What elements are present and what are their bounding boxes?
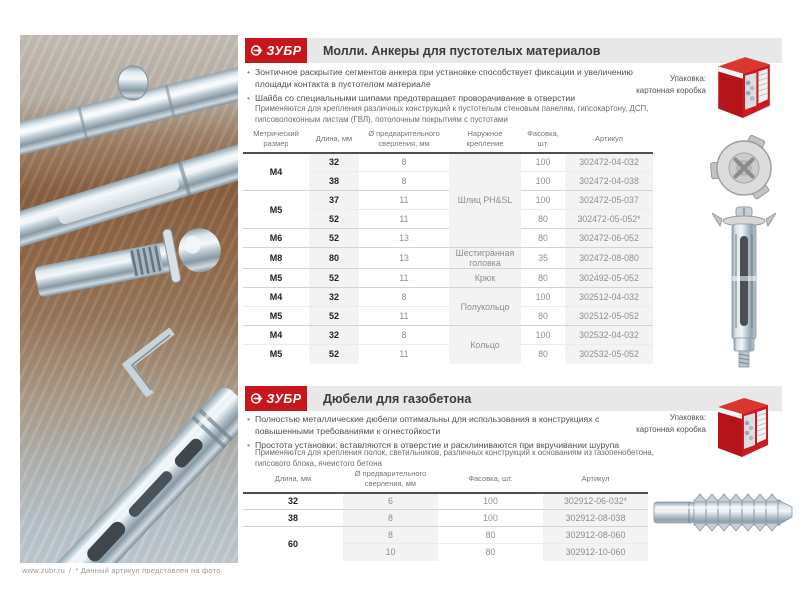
- cell-drill: 11: [399, 195, 409, 205]
- col-metric-size: Метрический размер: [253, 129, 299, 148]
- cell-mount: Полукольцо: [449, 288, 521, 326]
- cell-sku: 302472-06-052: [565, 229, 653, 248]
- cell-qty: 100: [483, 513, 498, 523]
- cell-length: 52: [309, 210, 359, 229]
- cell-length: 38: [287, 513, 298, 523]
- table-row: [243, 269, 653, 288]
- cell-qty: 100: [535, 330, 551, 340]
- cell-qty: 80: [538, 311, 548, 321]
- cell-mount: Шлиц PH&SL: [449, 153, 521, 248]
- cell-drill: 8: [343, 510, 438, 527]
- packaging-line1: Упаковка:: [669, 74, 706, 83]
- packaging-line1: Упаковка:: [669, 413, 706, 422]
- packaging-line2: картонная коробка: [636, 425, 706, 434]
- cell-drill: 8: [401, 176, 407, 186]
- cell-length: 37: [309, 191, 359, 210]
- cell-qty: 80: [538, 273, 548, 283]
- cell-drill: 6: [343, 493, 438, 510]
- section2-packaging-label: [598, 412, 706, 436]
- zubr-logo: [245, 386, 307, 411]
- section2-title: Дюбели для газобетона: [323, 391, 472, 406]
- cell-qty: 80: [538, 214, 548, 224]
- molly-anchors-table: [243, 127, 653, 364]
- cell-size: M8: [269, 253, 283, 263]
- cell-drill: 11: [399, 311, 409, 321]
- cell-drill: 13: [399, 253, 409, 263]
- zubr-logo-icon: [250, 392, 263, 405]
- section2-package-box-image: [712, 395, 772, 459]
- screw-thread: [739, 351, 749, 367]
- molly-anchor-drawing: [698, 130, 790, 370]
- section1-note: Применяются для крепления различных конструкций к пустотелым стеновым панелям, гипсокартону, ДСП, гипсоволоконным листам (ГВЛ), потолочным покрытиям с пустотами: [255, 104, 649, 124]
- anchors-photo-illustration: [20, 35, 238, 563]
- cell-length: 52: [309, 229, 359, 248]
- cell-size: M5: [269, 311, 283, 321]
- cell-qty: 100: [535, 292, 551, 302]
- cell-length: 80: [309, 248, 359, 269]
- col-pack-qty: Фасовка, шт.: [468, 473, 513, 483]
- col-outer-mount: Наружное крепление: [466, 129, 504, 148]
- col-sku: Артикул: [595, 133, 623, 143]
- section1-title: Молли. Анкеры для пустотелых материалов: [323, 43, 601, 58]
- cell-sku: 302472-05-037: [565, 191, 653, 210]
- cell-sku: 302492-05-052: [565, 269, 653, 288]
- zubr-logo-icon: [250, 44, 263, 57]
- cell-length: 32: [309, 326, 359, 345]
- cell-length: 52: [309, 345, 359, 364]
- metal-dowel-drawing: [652, 488, 794, 536]
- cell-size: M4: [269, 292, 283, 302]
- cell-sku: 302912-08-060: [543, 527, 648, 544]
- cell-drill: 11: [399, 214, 409, 224]
- cell-qty: 100: [483, 496, 498, 507]
- cell-size: M4: [269, 330, 283, 340]
- cell-sku: 302532-05-052: [565, 345, 653, 364]
- section1-header-band: [245, 38, 782, 63]
- table2-header-row: [243, 467, 648, 493]
- cell-drill: 8: [401, 292, 407, 302]
- section1-bullets: [247, 66, 645, 107]
- site-url: www.zubr.ru: [22, 566, 66, 575]
- gas-concrete-dowels-table: [243, 467, 648, 561]
- cell-size: M4: [269, 166, 283, 177]
- section2-header-band: [245, 386, 782, 411]
- cell-qty: 80: [538, 349, 548, 360]
- page-footer: [22, 566, 225, 575]
- product-photo: [20, 35, 238, 563]
- section2-note: Применяются для крепления полок, светильников, различных конструкций к основаниям из газопенобетона, гипсового блока, ячеистого бетона: [255, 448, 654, 468]
- table1-header-row: [243, 127, 653, 153]
- cell-sku: 302472-05-052*: [565, 210, 653, 229]
- cell-drill: 11: [399, 273, 409, 283]
- cell-qty: 80: [485, 530, 496, 540]
- cell-sku: 302532-04-032: [565, 326, 653, 345]
- cell-sku: 302472-08-080: [565, 248, 653, 269]
- cell-size: M5: [269, 273, 283, 283]
- cell-drill: 8: [343, 527, 438, 544]
- cell-qty: 100: [535, 195, 551, 205]
- cell-sku: 302912-08-038: [543, 510, 648, 527]
- cell-length: 60: [287, 538, 298, 549]
- table-row: [243, 229, 653, 248]
- cell-sku: 302912-10-060: [543, 544, 648, 561]
- cell-sku: 302912-06-032*: [543, 493, 648, 510]
- cell-qty: 80: [538, 233, 548, 243]
- brand-name: ЗУБР: [266, 391, 302, 406]
- cell-sku: 302472-04-032: [565, 153, 653, 172]
- cell-drill: 13: [399, 233, 409, 243]
- section1-bullet-2: • Шайба со специальными шипами предотвращает проворачивание в отверстии: [247, 92, 645, 104]
- footer-separator: /: [69, 566, 72, 575]
- anchor-side-view: [712, 207, 776, 367]
- col-pack-qty: Фасовка, шт.: [527, 129, 559, 148]
- cell-qty: 100: [535, 157, 551, 168]
- col-length: Длина, мм: [274, 473, 312, 483]
- cell-size: M6: [269, 233, 283, 243]
- photo-anchor-bottom: [49, 384, 238, 563]
- cell-length: 32: [309, 288, 359, 307]
- table-row: [243, 326, 653, 345]
- footer-note: * Данный артикул представлен на фото: [75, 566, 221, 575]
- table-row: [243, 307, 653, 326]
- cell-length: 52: [309, 307, 359, 326]
- table-row: [243, 510, 648, 527]
- cell-length: 32: [287, 496, 298, 507]
- section1-packaging-label: [598, 73, 706, 97]
- zubr-logo: [245, 38, 307, 63]
- brand-name: ЗУБР: [266, 43, 302, 58]
- cell-mount: Шестигранная головка: [449, 248, 521, 269]
- table-row: [243, 153, 653, 172]
- table-row: [243, 288, 653, 307]
- cell-length: 32: [309, 153, 359, 172]
- table-row: [243, 345, 653, 364]
- cell-mount: Крюк: [449, 269, 521, 288]
- section2-bullet-2: • Простота установки: вставляются в отверстие и расклиниваются при вкручивании шурупа: [247, 439, 645, 451]
- cell-qty: 100: [535, 176, 551, 186]
- table-row: [243, 527, 648, 544]
- col-drill-diameter: Ø предварительного сверления, мм: [354, 469, 427, 488]
- cell-drill: 10: [343, 544, 438, 561]
- washer-top-view: [710, 135, 771, 200]
- cell-size: M5: [269, 349, 283, 360]
- cell-length: 38: [309, 172, 359, 191]
- section2-bullet-1: • Полностью металлические дюбели оптимальны для использования в конструкциях с повышенными требованиями к огнестойкости: [247, 413, 645, 437]
- col-length: Длина, мм: [315, 133, 353, 143]
- packaging-line2: картонная коробка: [636, 86, 706, 95]
- col-drill-diameter: Ø предварительного сверления, мм: [368, 129, 440, 148]
- table-row: [243, 191, 653, 210]
- cell-qty: 80: [485, 547, 496, 558]
- col-sku: Артикул: [581, 473, 610, 483]
- table-row: [243, 493, 648, 510]
- cell-drill: 8: [401, 157, 407, 168]
- section1-bullet-1: • Зонтичное раскрытие сегментов анкера при установке способствует фиксации и увеличению площади контакта в пустотелом материале: [247, 66, 645, 90]
- table-row: [243, 248, 653, 269]
- cell-drill: 11: [399, 349, 409, 360]
- cell-sku: 302512-05-052: [565, 307, 653, 326]
- section1-package-box-image: [712, 54, 774, 120]
- cell-sku: 302472-04-038: [565, 172, 653, 191]
- cell-sku: 302512-04-032: [565, 288, 653, 307]
- cell-drill: 8: [401, 330, 407, 340]
- cell-length: 52: [309, 269, 359, 288]
- cell-mount: Кольцо: [449, 326, 521, 364]
- cell-size: M5: [269, 204, 283, 215]
- cell-qty: 35: [538, 253, 548, 263]
